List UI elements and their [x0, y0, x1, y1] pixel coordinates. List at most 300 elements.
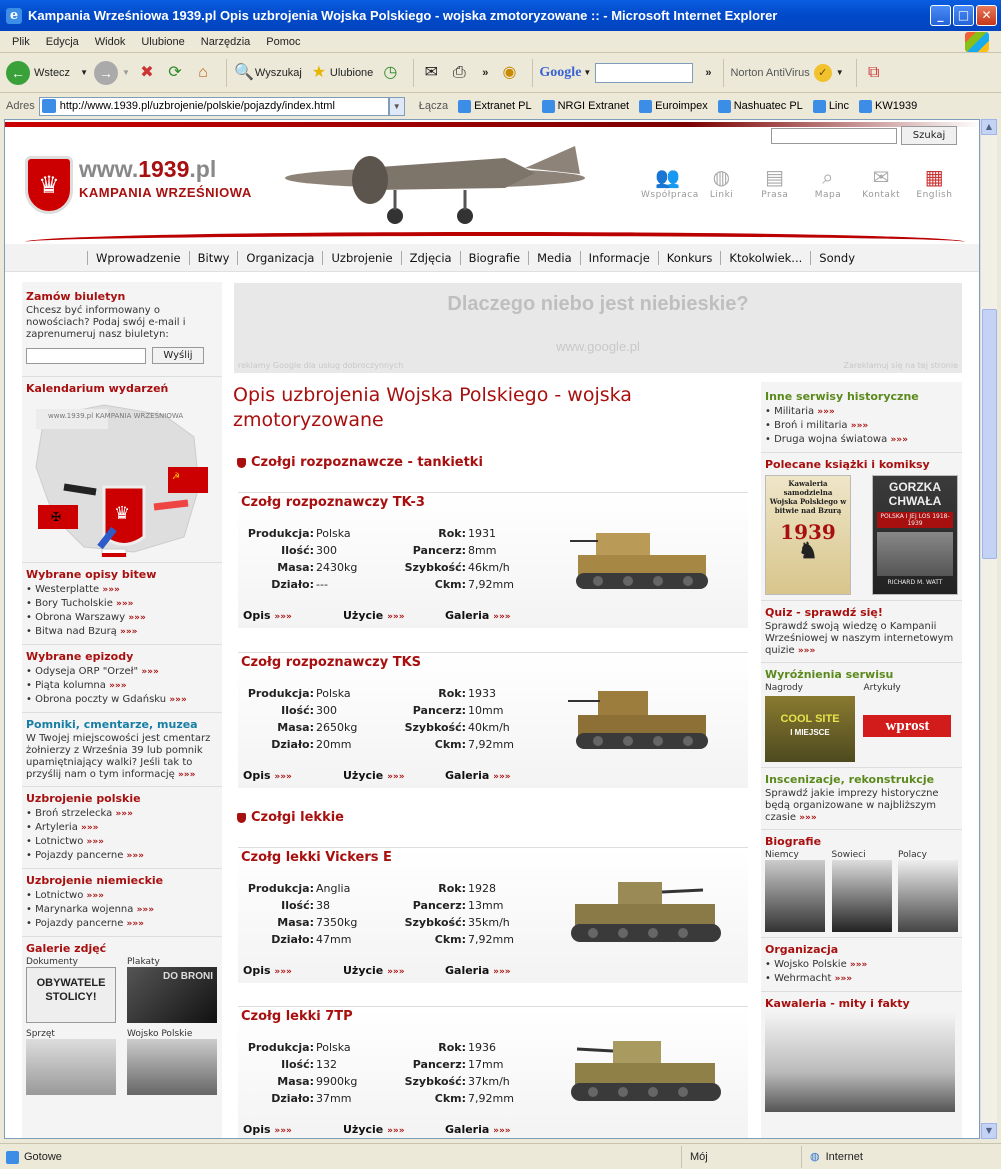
- link-label: Opis: [243, 769, 271, 782]
- calendar-title[interactable]: Kalendarium wydarzeń: [26, 382, 169, 395]
- home-icon[interactable]: ⌂: [198, 63, 208, 81]
- wprost-logo[interactable]: wprost: [863, 715, 951, 737]
- battle-link[interactable]: [26, 597, 222, 611]
- norton-dropdown-icon[interactable]: ▼: [835, 68, 844, 77]
- web-page: [5, 120, 980, 1139]
- usage-link[interactable]: [343, 769, 405, 782]
- spec-value: ---: [316, 578, 328, 591]
- scroll-up-icon[interactable]: ▲: [981, 119, 997, 135]
- arrows-icon: »»»: [849, 960, 868, 970]
- acrobat-icon[interactable]: ⧉: [867, 63, 880, 81]
- polish-arms-link[interactable]: [26, 807, 222, 821]
- spec-value: 9900kg: [316, 1075, 358, 1088]
- quiz-title[interactable]: Quiz - sprawdź się!: [765, 606, 883, 619]
- link-label: Użycie: [343, 609, 384, 622]
- logo-subtitle: KAMPANIA WRZEŚNIOWA: [79, 185, 252, 200]
- window-title-bar[interactable]: [0, 0, 1001, 31]
- nav-biographies[interactable]: Biografie: [460, 251, 529, 265]
- cooperation-link[interactable]: [641, 164, 699, 214]
- organization-title[interactable]: Organizacja: [765, 943, 839, 956]
- vehicle-name[interactable]: Czołg rozpoznawczy TK-3: [241, 495, 425, 510]
- battle-link[interactable]: [26, 625, 222, 639]
- organization-label: Wehrmacht: [774, 973, 832, 984]
- arrows-icon: »»»: [834, 974, 853, 984]
- spec-value: 7,92mm: [468, 578, 514, 591]
- spec-label: Masa:: [277, 916, 314, 929]
- google-search-input[interactable]: [595, 63, 693, 83]
- divider: [22, 712, 222, 713]
- shield-bullet-icon: [237, 458, 246, 468]
- awards-title: Wyróżnienia serwisu: [765, 668, 894, 681]
- tks-tank-image[interactable]: [568, 679, 718, 759]
- section-heading: [237, 810, 344, 825]
- book-gorzka-chwala-cover[interactable]: [872, 475, 958, 595]
- polish-arms-label: Artyleria: [35, 822, 78, 833]
- spec-value: 2650kg: [316, 721, 358, 734]
- forward-dropdown-icon[interactable]: ▼: [121, 68, 130, 77]
- cavalry-image[interactable]: [765, 1012, 955, 1112]
- memorials-body: W Twojej miejscowości jest cmentarz żołnierzy z Września 39 lub pomnik upamiętniający walki? Jeśli tak to przyślij nam o tym informację: [26, 733, 211, 780]
- spec-label: Działo:: [271, 578, 314, 591]
- link-label: NRGI Extranet: [557, 100, 630, 112]
- ad-footer-right[interactable]: Zareklamuj się na tej stronie: [843, 361, 958, 370]
- gallery-army[interactable]: [127, 1029, 222, 1095]
- top-icon-menu: [641, 164, 961, 214]
- arrows-icon: »»»: [102, 585, 120, 595]
- arrows-icon: »»»: [86, 837, 104, 847]
- map-logo-text: www.1939.pl KAMPANIA WRZEŚNIOWA: [48, 412, 184, 420]
- episode-link[interactable]: [26, 693, 222, 707]
- german-arms-link[interactable]: [26, 917, 222, 931]
- nav-introduction[interactable]: Wprowadzenie: [87, 251, 189, 265]
- search-button[interactable]: [233, 62, 302, 84]
- episodes-title[interactable]: Wybrane epizody: [26, 650, 134, 663]
- episode-link[interactable]: [26, 665, 222, 679]
- tk3-tank-image[interactable]: [568, 519, 718, 599]
- nav-polls[interactable]: Sondy: [810, 251, 863, 265]
- other-site-link[interactable]: [765, 405, 962, 419]
- back-arrow-icon: ←: [6, 61, 30, 85]
- polish-arms-label: Broń strzelecka: [35, 808, 113, 819]
- arrows-icon[interactable]: »»»: [177, 770, 196, 780]
- main-nav: [5, 244, 980, 272]
- arrows-icon: »»»: [126, 851, 144, 861]
- spec-label: Rok:: [438, 527, 466, 540]
- forward-arrow-icon: →: [94, 61, 118, 85]
- spec-label: Ckm:: [434, 738, 466, 751]
- spec-label: Produkcja:: [247, 882, 314, 895]
- print-icon[interactable]: ⎙: [452, 63, 466, 81]
- refresh-icon[interactable]: ⟳: [168, 63, 182, 81]
- arrows-icon: »»»: [136, 905, 155, 915]
- awards-col: [765, 683, 863, 762]
- 7tp-tank-image[interactable]: [563, 1033, 728, 1113]
- address-label: Adres: [6, 100, 35, 112]
- arrows-icon: »»»: [817, 407, 835, 417]
- newsletter-send-button[interactable]: Wyślij: [152, 347, 204, 364]
- divider: [761, 662, 962, 663]
- link-label: Linc: [828, 100, 849, 112]
- star-icon: ★: [311, 63, 327, 81]
- google-ad[interactable]: [234, 283, 962, 373]
- gallery-link[interactable]: [445, 1123, 511, 1136]
- top-icon-label: Mapa: [814, 190, 842, 200]
- logo-1939: 1939: [138, 156, 190, 182]
- nav-battles[interactable]: Bitwy: [189, 251, 238, 265]
- gallery-caption: Wojsko Polskie: [127, 1029, 193, 1039]
- spec-value: 2430kg: [316, 561, 358, 574]
- quiz-body: Sprawdź swoją wiedzę o Kampanii Wrześniowej w naszym internetowym quizie: [765, 621, 954, 656]
- badge1-text: COOL SITE: [780, 713, 840, 725]
- history-icon[interactable]: ◷: [383, 63, 398, 81]
- nav-information[interactable]: Informacje: [580, 251, 658, 265]
- site-logo[interactable]: [25, 156, 255, 216]
- spec-value: 17mm: [468, 1058, 504, 1071]
- reenactments-text: [765, 788, 958, 824]
- vehicle-name[interactable]: Czołg lekki Vickers E: [241, 850, 392, 865]
- desc-link[interactable]: [243, 769, 292, 782]
- eagle-shield-icon: ♛: [25, 156, 73, 214]
- spec-label: Rok:: [438, 882, 466, 895]
- close-button[interactable]: ✕: [976, 5, 997, 26]
- battle-label: Bory Tucholskie: [35, 598, 113, 609]
- spec-label: Szybkość:: [404, 916, 466, 929]
- arrows-icon[interactable]: »»»: [797, 646, 816, 656]
- battle-link[interactable]: [26, 583, 222, 597]
- arrows-icon: »»»: [387, 612, 405, 622]
- menu-help[interactable]: Pomoc: [266, 35, 301, 48]
- spec-label: Szybkość:: [404, 561, 466, 574]
- page-icon: [42, 99, 56, 113]
- mail-icon[interactable]: ✉: [424, 63, 438, 81]
- section-title: Czołgi rozpoznawcze - tankietki: [251, 455, 483, 470]
- people-icon: 👥: [655, 165, 681, 189]
- nav-media[interactable]: Media: [528, 251, 580, 265]
- polish-arms-link[interactable]: [26, 821, 222, 835]
- spec-label: Działo:: [271, 933, 314, 946]
- arrows-icon: »»»: [81, 823, 99, 833]
- nav-weapons[interactable]: Uzbrojenie: [322, 251, 400, 265]
- gallery-link[interactable]: [445, 769, 511, 782]
- link-extranet-pl[interactable]: [458, 100, 531, 113]
- german-arms-link[interactable]: [26, 903, 222, 917]
- divider: [22, 936, 222, 937]
- spec-value: 1931: [468, 527, 496, 540]
- book-kawaleria-cover[interactable]: [765, 475, 851, 595]
- vickers-tank-image[interactable]: [563, 874, 728, 954]
- maximize-button[interactable]: □: [953, 5, 974, 26]
- newspaper-icon: ▤: [765, 165, 785, 189]
- google-logo: Google: [539, 64, 582, 80]
- quiz-text: [765, 621, 958, 657]
- menu-favorites[interactable]: Ulubione: [141, 35, 185, 48]
- logo-pl: .pl: [189, 156, 217, 182]
- spec-value: Polska: [316, 527, 351, 540]
- browser-viewport[interactable]: [4, 119, 980, 1139]
- site-search-button[interactable]: Szukaj: [901, 126, 957, 145]
- address-dropdown-icon[interactable]: ▼: [389, 97, 405, 116]
- gallery-caption: Dokumenty: [26, 957, 78, 967]
- spec-label: Masa:: [277, 721, 314, 734]
- link-nashuatec-pl[interactable]: [718, 100, 803, 113]
- windows-logo-icon: [965, 32, 989, 52]
- ie-icon: e: [6, 8, 22, 24]
- spec-value: 7350kg: [316, 916, 358, 929]
- links-label: Łącza: [418, 100, 449, 112]
- menu-tools[interactable]: Narzędzia: [200, 35, 251, 48]
- google-chevron-icon[interactable]: »: [705, 66, 712, 79]
- magnifier-icon: ⌕: [822, 165, 834, 189]
- nav-organization[interactable]: Organizacja: [237, 251, 322, 265]
- awards-caption: Artykuły: [863, 683, 901, 693]
- google-dropdown-icon[interactable]: ▼: [583, 68, 592, 77]
- spec-label: Masa:: [277, 1075, 314, 1088]
- book1-title: Kawaleria samodzielna Wojska Polskiego w bitwie nad Bzurą: [769, 479, 847, 515]
- biographies-title[interactable]: Biografie: [765, 835, 822, 848]
- spec-label: Produkcja:: [247, 687, 314, 700]
- arrows-icon[interactable]: »»»: [799, 813, 817, 823]
- link-label: Galeria: [445, 769, 490, 782]
- gallery-posters[interactable]: [127, 957, 222, 1023]
- site-search-input[interactable]: [771, 128, 897, 144]
- link-label: Użycie: [343, 1123, 384, 1136]
- divider: [761, 600, 962, 601]
- menu-edit[interactable]: Edycja: [45, 35, 79, 48]
- spec-value: 300: [316, 704, 337, 717]
- polish-arms-title[interactable]: Uzbrojenie polskie: [26, 792, 141, 805]
- german-arms-label: Marynarka wojenna: [35, 904, 134, 915]
- stop-icon[interactable]: ✖: [140, 63, 154, 81]
- desc-link[interactable]: [243, 1123, 292, 1136]
- book1-year: 1939: [780, 520, 836, 544]
- posters-thumbnail: DO BRONI: [127, 967, 217, 1023]
- page-icon: [542, 100, 555, 113]
- other-sites-title: Inne serwisy historyczne: [765, 390, 919, 403]
- page-icon: [718, 100, 731, 113]
- spec-value: 35km/h: [468, 916, 510, 929]
- menu-file[interactable]: Plik: [12, 35, 30, 48]
- organization-link[interactable]: [765, 958, 962, 972]
- german-arms-title[interactable]: Uzbrojenie niemieckie: [26, 874, 164, 887]
- spec-label: Pancerz:: [412, 544, 466, 557]
- link-label: Nashuatec PL: [733, 100, 803, 112]
- battle-link[interactable]: [26, 611, 222, 625]
- bio-poles[interactable]: [898, 850, 958, 932]
- ad-footer-left[interactable]: reklamy Google dla usług dobroczynnych: [238, 361, 404, 370]
- spec-value: 20mm: [316, 738, 352, 751]
- toolbar-chevron-icon[interactable]: »: [482, 66, 489, 79]
- arrows-icon: »»»: [128, 613, 146, 623]
- cool-site-badge[interactable]: [765, 696, 855, 762]
- arrows-icon: »»»: [387, 772, 405, 782]
- top-icon-label: Współpraca: [641, 190, 699, 200]
- arrows-icon: »»»: [141, 667, 159, 677]
- favorites-button[interactable]: [308, 62, 373, 84]
- polish-arms-label: Pojazdy pancerne: [35, 850, 124, 861]
- usage-link[interactable]: [343, 1123, 405, 1136]
- german-arms-label: Lotnictwo: [35, 890, 84, 901]
- top-icon-label: English: [916, 190, 953, 200]
- magnifier-icon: 🔍: [233, 63, 254, 81]
- equipment-thumbnail: [26, 1039, 116, 1095]
- ad-headline: Dlaczego niebo jest niebieskie?: [447, 293, 749, 315]
- menu-view[interactable]: Widok: [94, 35, 126, 48]
- polish-arms-link[interactable]: [26, 849, 222, 863]
- ad-url: www.google.pl: [556, 339, 640, 354]
- episode-link[interactable]: [26, 679, 222, 693]
- battles-title[interactable]: Wybrane opisy bitew: [26, 568, 157, 581]
- german-arms-label: Pojazdy pancerne: [35, 918, 124, 929]
- links-link[interactable]: [695, 164, 748, 214]
- toolbar-extra-icon[interactable]: ◉: [502, 63, 517, 81]
- spec-value: 7,92mm: [468, 1092, 514, 1105]
- newsletter-email-input[interactable]: [26, 348, 146, 364]
- spec-value: 8mm: [468, 544, 497, 557]
- gallery-link[interactable]: [445, 609, 511, 622]
- page-title: Opis uzbrojenia Wojska Polskiego - wojska zmotoryzowane: [233, 384, 632, 431]
- vehicle-name[interactable]: Czołg lekki 7TP: [241, 1009, 353, 1024]
- awards-col: [863, 683, 958, 762]
- desc-link[interactable]: [243, 964, 292, 977]
- arrows-icon: »»»: [387, 967, 405, 977]
- spec-value: Polska: [316, 1041, 351, 1054]
- cavalry-title[interactable]: Kawaleria - mity i fakty: [765, 997, 910, 1010]
- spec-label: Ckm:: [434, 933, 466, 946]
- gallery-title[interactable]: Galerie zdjęć: [26, 942, 107, 955]
- spec-value: 40km/h: [468, 721, 510, 734]
- eagle-icon: ♛: [114, 503, 131, 524]
- window-title: Kampania Wrześniowa 1939.pl Opis uzbrojenia Wojska Polskiego - wojska zmotoryzowane :: - Microsoft Internet Explorer: [28, 8, 778, 23]
- arrows-icon: »»»: [120, 627, 138, 637]
- spec-label: Ilość:: [281, 704, 314, 717]
- spec-label: Produkcja:: [247, 527, 314, 540]
- gallery-grid: [26, 957, 218, 1095]
- newsletter-title[interactable]: Zamów biuletyn: [26, 290, 126, 303]
- logo-url: [79, 156, 216, 183]
- bio-photo: [898, 860, 958, 932]
- toolbar: [0, 53, 1001, 93]
- top-icon-label: Linki: [709, 190, 734, 200]
- status-text: Gotowe: [0, 1151, 681, 1163]
- nav-anyone[interactable]: Ktokolwiek...: [720, 251, 810, 265]
- spec-value: 1933: [468, 687, 496, 700]
- norton-icon: ✓: [814, 64, 832, 82]
- page-icon: [813, 100, 826, 113]
- link-euroimpex[interactable]: [639, 100, 708, 113]
- calendar-map-image[interactable]: [24, 397, 220, 557]
- norton-button[interactable]: [730, 64, 843, 82]
- other-site-link[interactable]: [765, 433, 962, 447]
- back-dropdown-icon[interactable]: ▼: [80, 68, 88, 77]
- gallery-link[interactable]: [445, 964, 511, 977]
- english-link[interactable]: [908, 164, 961, 214]
- address-url: http://www.1939.pl/uzbrojenie/polskie/pojazdy/index.html: [59, 100, 335, 112]
- link-kw1939[interactable]: [859, 100, 917, 113]
- minimize-button[interactable]: _: [930, 5, 951, 26]
- books-title[interactable]: Polecane książki i komiksy: [765, 458, 930, 471]
- address-input[interactable]: [39, 97, 389, 116]
- bio-germans[interactable]: [765, 850, 825, 932]
- gallery-equipment[interactable]: [26, 1029, 121, 1095]
- spec-label: Masa:: [277, 561, 314, 574]
- vertical-scrollbar[interactable]: [980, 119, 997, 1139]
- status-zone-my: Mój: [681, 1146, 801, 1168]
- top-red-line: [5, 122, 980, 127]
- soviet-flag-icon: ☭: [172, 472, 181, 482]
- other-site-label: Militaria: [774, 406, 815, 417]
- arrows-icon: »»»: [850, 421, 869, 431]
- bio-photo: [765, 860, 825, 932]
- other-site-link[interactable]: [765, 419, 962, 433]
- vehicle-name[interactable]: Czołg rozpoznawczy TKS: [241, 655, 422, 670]
- books-row: [765, 475, 958, 595]
- back-button[interactable]: [6, 61, 88, 85]
- organization-link[interactable]: [765, 972, 962, 986]
- press-link[interactable]: [748, 164, 801, 214]
- reenactments-title: Inscenizacje, rekonstrukcje: [765, 773, 935, 786]
- desc-link[interactable]: [243, 609, 292, 622]
- german-flag-icon: ✠: [51, 510, 62, 524]
- gallery-documents[interactable]: [26, 957, 121, 1023]
- link-nrgi-extranet[interactable]: [542, 100, 630, 113]
- link-linc[interactable]: [813, 100, 849, 113]
- episode-label: Odyseja ORP "Orzeł": [35, 666, 139, 677]
- nav-photos[interactable]: Zdjęcia: [401, 251, 460, 265]
- divider: [761, 829, 962, 830]
- nav-contest[interactable]: Konkurs: [658, 251, 721, 265]
- right-sidebar: [761, 382, 962, 1139]
- scroll-thumb[interactable]: [982, 309, 997, 559]
- spec-label: Ilość:: [281, 544, 314, 557]
- forward-button[interactable]: [94, 61, 130, 85]
- german-arms-link[interactable]: [26, 889, 222, 903]
- divider: [22, 786, 222, 787]
- page-icon: [458, 100, 471, 113]
- bio-caption: Polacy: [898, 850, 927, 860]
- spec-label: Ilość:: [281, 899, 314, 912]
- spec-label: Szybkość:: [404, 1075, 466, 1088]
- link-label: Galeria: [445, 1123, 490, 1136]
- spec-label: Działo:: [271, 1092, 314, 1105]
- shield-bullet-icon: [237, 813, 246, 823]
- rider-icon: ♞: [798, 538, 818, 564]
- toolbar-separator: [413, 59, 414, 87]
- divider: [22, 562, 222, 563]
- polish-arms-link[interactable]: [26, 835, 222, 849]
- google-toolbar[interactable]: [539, 63, 693, 83]
- arrows-icon: »»»: [274, 772, 292, 782]
- spec-label: Pancerz:: [412, 899, 466, 912]
- left-sidebar: [22, 282, 222, 1139]
- spec-value: 37km/h: [468, 1075, 510, 1088]
- link-label: Galeria: [445, 964, 490, 977]
- battle-label: Bitwa nad Bzurą: [35, 626, 117, 637]
- spec-value: 37mm: [316, 1092, 352, 1105]
- arrows-icon: »»»: [86, 891, 104, 901]
- map-link[interactable]: [801, 164, 854, 214]
- globe-icon: ◍: [810, 1151, 820, 1163]
- memorials-title[interactable]: Pomniki, cmentarze, muzea: [26, 718, 198, 731]
- army-thumbnail: [127, 1039, 217, 1095]
- usage-link[interactable]: [343, 609, 405, 622]
- usage-link[interactable]: [343, 964, 405, 977]
- link-label: Extranet PL: [474, 100, 532, 112]
- bio-soviets[interactable]: [832, 850, 892, 932]
- spec-label: Ilość:: [281, 1058, 314, 1071]
- scroll-down-icon[interactable]: ▼: [981, 1123, 997, 1139]
- section-title: Czołgi lekkie: [251, 810, 344, 825]
- contact-link[interactable]: [855, 164, 908, 214]
